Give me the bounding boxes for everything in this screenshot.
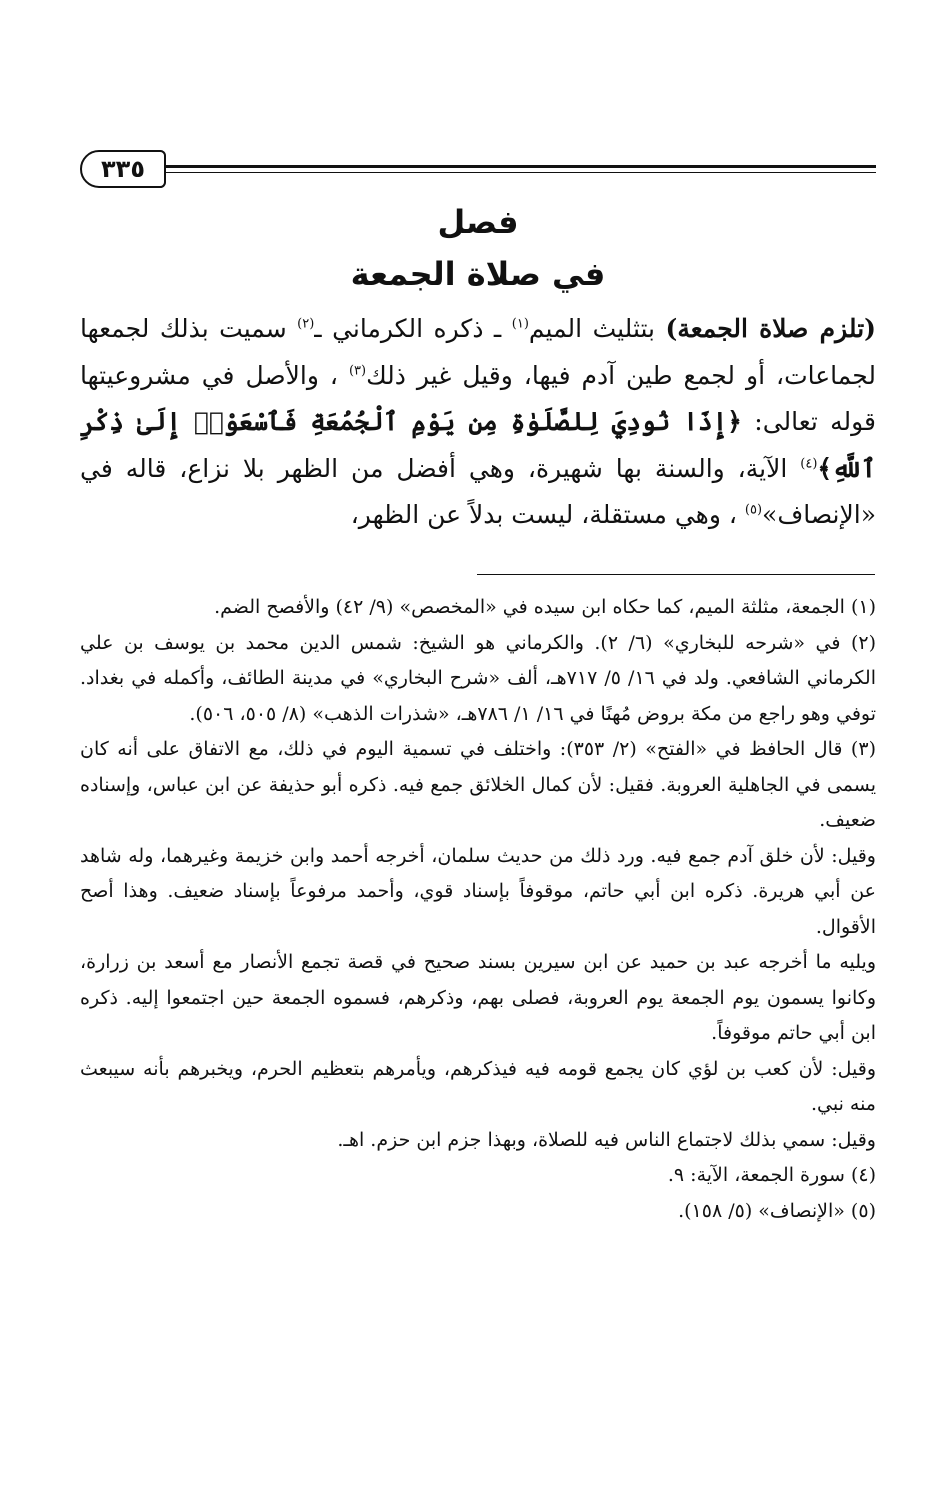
matn-keyword: (تلزم صلاة الجمعة) (665, 314, 876, 343)
text-run: بتثليث الميم (528, 314, 666, 343)
footnote-separator (477, 574, 875, 575)
footnote-4: (٤) سورة الجمعة، الآية: ٩. (667, 1164, 876, 1186)
page-header (80, 150, 876, 190)
text-run: ـ ذكره الكرماني ـ (314, 314, 512, 343)
text-run: سميت بذلك لجمعها لجماعات، أو لجمع طين آدم فيها، وقيل غير ذلك (80, 314, 876, 390)
footnote-5: (٥) «الإنصاف» (٥/ ١٥٨). (678, 1199, 876, 1222)
footnotes (80, 590, 876, 1229)
footnote-ref-1[interactable]: (١) (511, 316, 529, 332)
header-rule-thick (160, 165, 876, 168)
footnote-ref-4[interactable]: (٤) (800, 456, 818, 472)
footnote-3-continued: ويليه ما أخرجه عبد بن حميد عن ابن سيرين بسند صحيح في قصة تجمع الأنصار مع أسعد بن زرارة، وكانوا يسمون يوم الجمعة يوم العروبة، فصلى بهم، وذكرهم، فسموه الجمعة حين اجتمعوا إليه. ذكره ابن أبي حاتم موقوفاً. (80, 951, 876, 1044)
main-paragraph (80, 306, 876, 539)
quran-verse: ﴿إِذَا نُودِيَ لِلصَّلَوٰةِ مِن يَوْمِ ٱلْجُمُعَةِ فَٱسْعَوْا۟ إِلَىٰ ذِكْرِ ٱللَّهِ﴾ (80, 407, 876, 483)
section-subtitle: في صلاة الجمعة (350, 255, 606, 293)
page-number: ٣٣٥ (80, 150, 166, 188)
footnote-2: (٢) في «شرحه للبخاري» (٦/ ٢). والكرماني هو الشيخ: شمس الدين محمد بن يوسف بن علي الكرماني الشافعي. ولد في ١٦/ ٥/ ٧١٧هـ، ألف «شرح البخاري» في مدينة الطائف، وأكمله في بغداد. توفي وهو راجع من مكة بروض مُهنًا في ١٦/ ١/ ٧٨٦هـ، «شذرات الذهب» (٨/ ٥٠٥، ٥٠٦). (80, 631, 876, 725)
footnote-1: (١) الجمعة، مثلثة الميم، كما حكاه ابن سيده في «المخصص» (٩/ ٤٢) والأفصح الضم. (214, 596, 876, 618)
section-title: فصل (437, 203, 519, 241)
text-run: ، والأصل في مشروعيتها قوله تعالى: (80, 360, 876, 436)
footnote-3: (٣) قال الحافظ في «الفتح» (٢/ ٣٥٣): واختلف في تسمية اليوم في ذلك، مع الاتفاق على أنه كان يسمى في الجاهلية العروبة. فقيل: لأن كمال الخلائق جمع فيه. ذكره أبو حذيفة عن ابن عباس، وإسناده ضعيف. (80, 738, 876, 831)
footnote-ref-2[interactable]: (٢) (297, 316, 315, 332)
text-run: الآية، والسنة بها شهيرة، وهي أفضل من الظهر بلا نزاع، قاله في «الإنصاف» (80, 453, 876, 529)
footnote-3-continued: وقيل: لأن كعب بن لؤي كان يجمع قومه فيه فيذكرهم، ويأمرهم بتعظيم الحرم، ويخبرهم بأنه سيبعث منه نبي. (80, 1057, 876, 1115)
chapter-titles (80, 196, 876, 300)
footnote-ref-3[interactable]: (٣) (348, 363, 367, 379)
footnote-3-continued: وقيل: لأن خلق آدم جمع فيه. ورد ذلك من حديث سلمان، أخرجه أحمد وابن خزيمة وغيرهما، وله شاهد عن أبي هريرة. ذكره ابن أبي حاتم، موقوفاً بإسناد قوي، وأحمد مرفوعاً بإسناد ضعيف. وهذا أصح الأقوال. (80, 844, 876, 938)
footnote-ref-5[interactable]: (٥) (744, 502, 763, 518)
main-text (80, 306, 876, 539)
header-rule-thin (160, 172, 876, 173)
text-run: ، وهي مستقلة، ليست بدلاً عن الظهر، (350, 500, 745, 529)
footnote-3-continued: وقيل: سمي بذلك لاجتماع الناس فيه للصلاة، وبهذا جزم ابن حزم. اهـ. (337, 1128, 876, 1151)
